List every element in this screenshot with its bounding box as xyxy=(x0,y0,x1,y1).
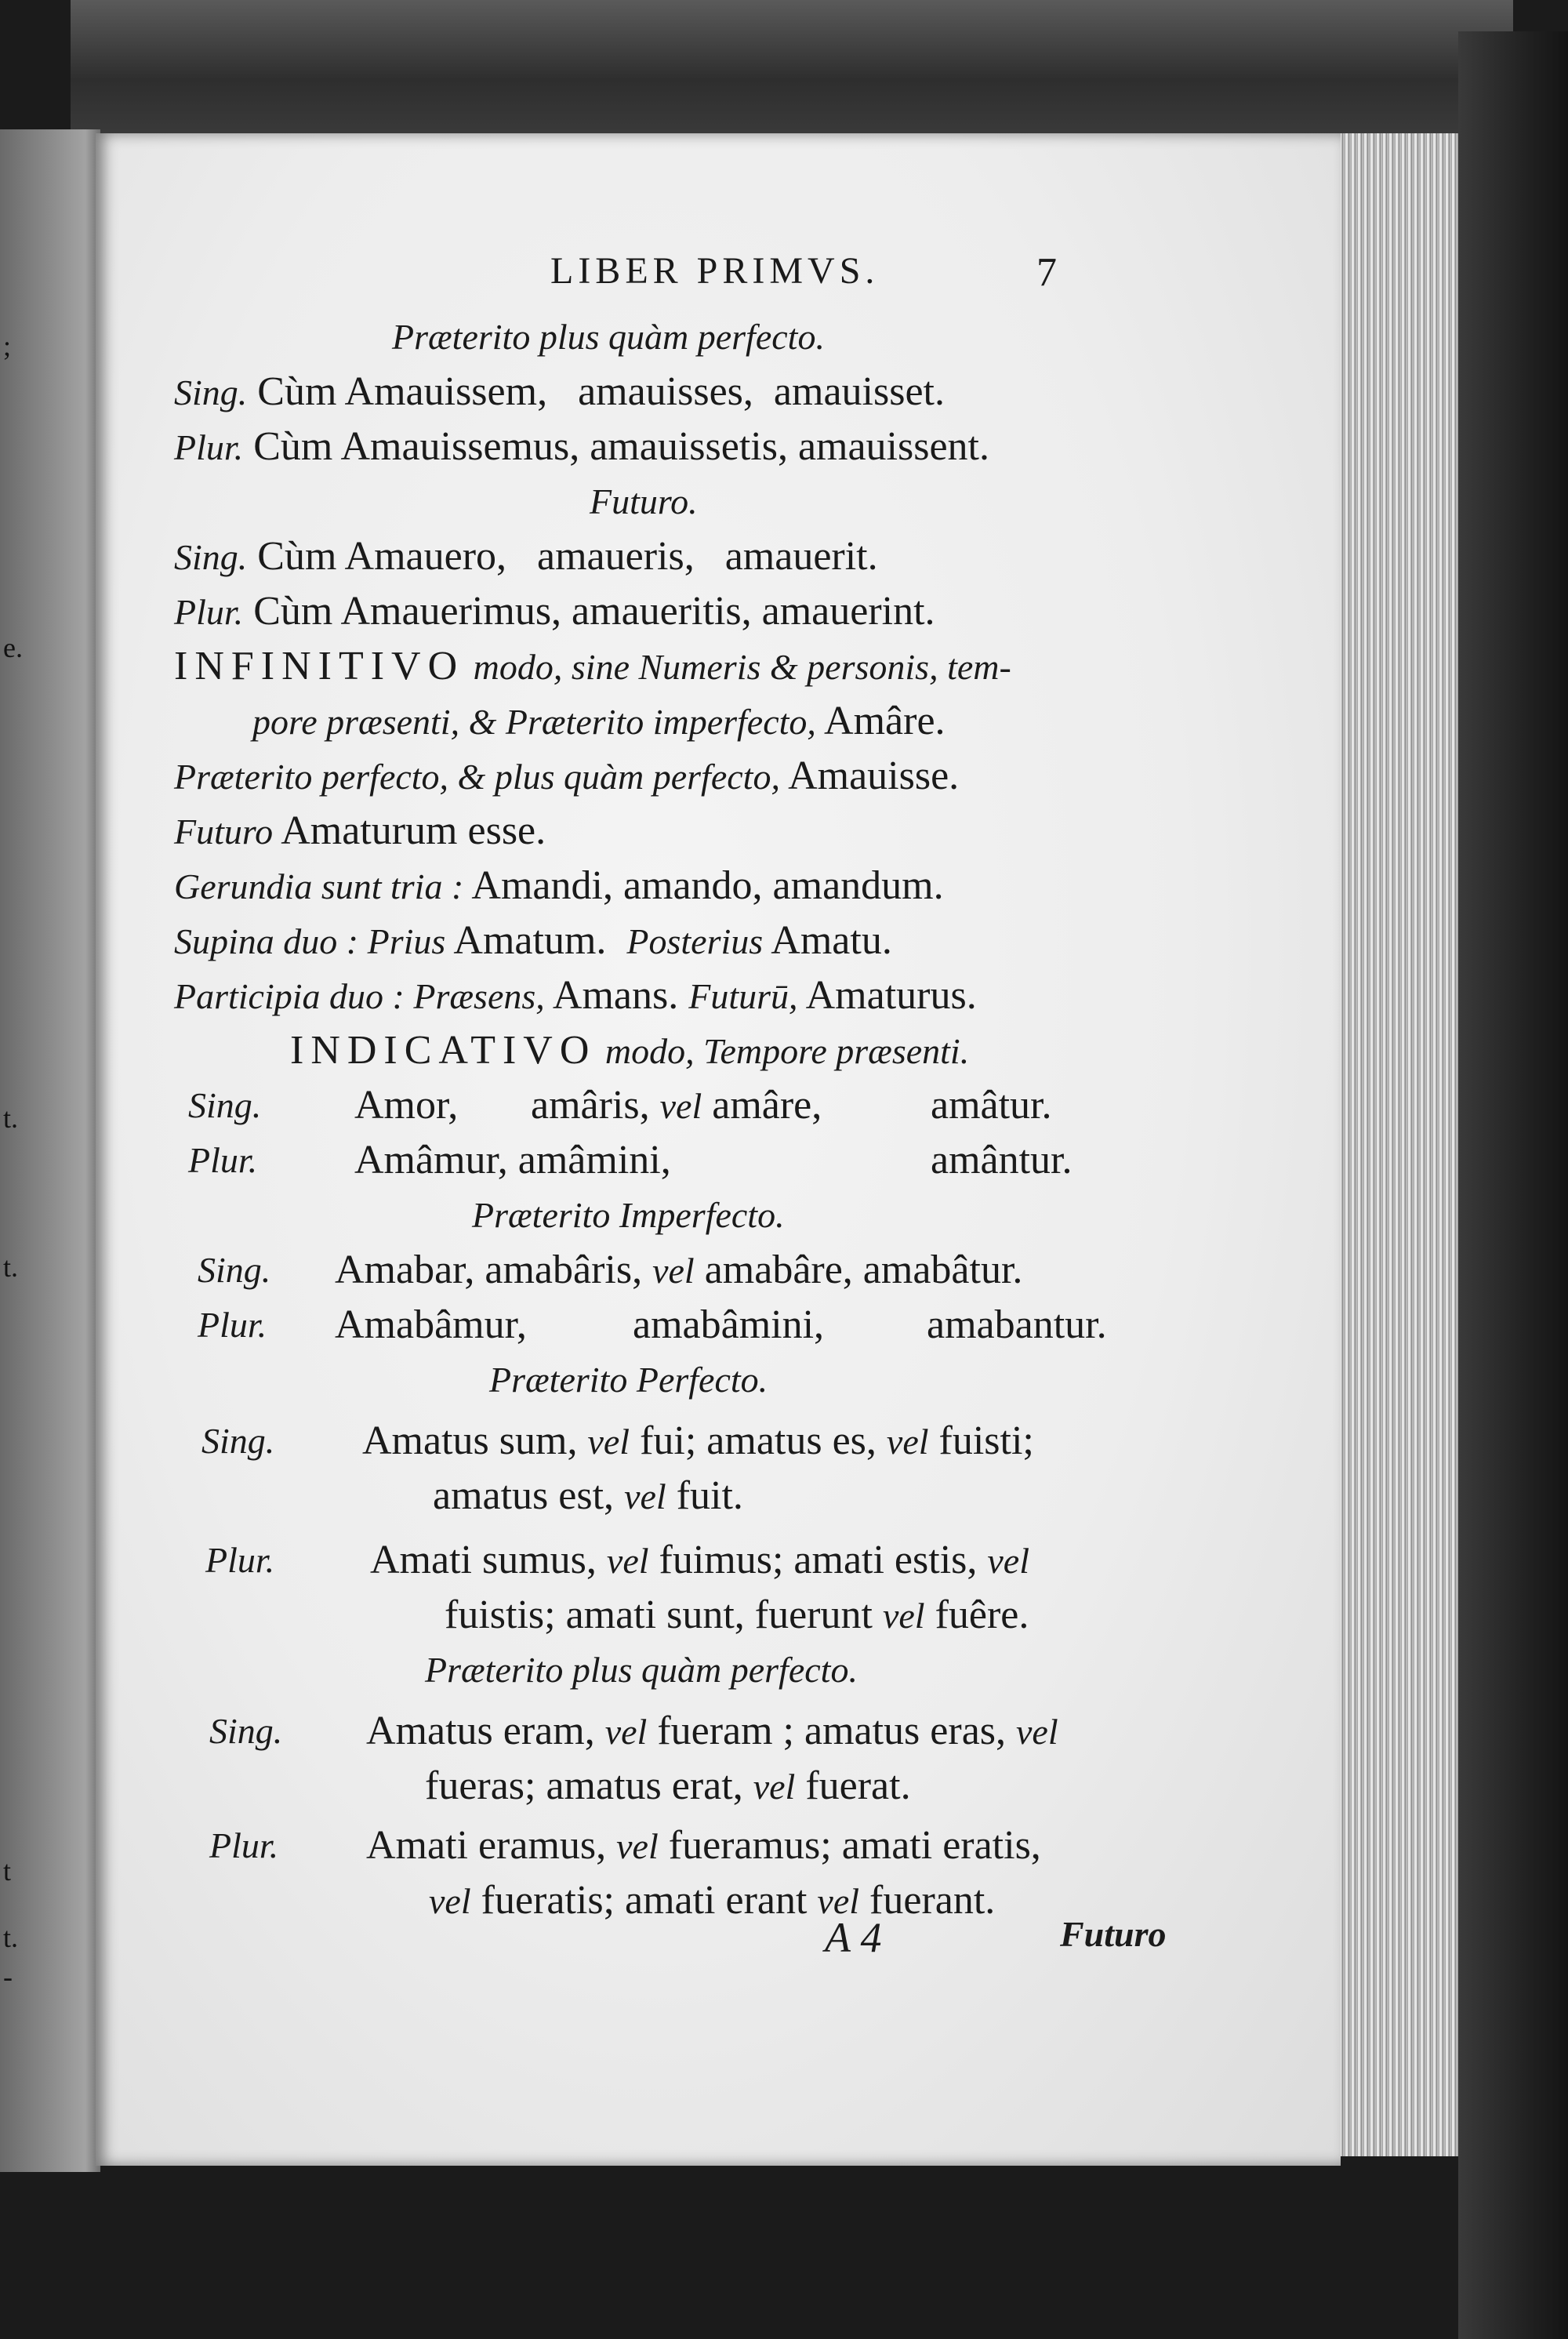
book-spine-top xyxy=(71,0,1513,145)
conjugation-forms: Cùm Amauissemus, amauissetis, amauissent. xyxy=(253,424,990,469)
number-label: Plur. xyxy=(198,1305,267,1345)
number-label: Sing. xyxy=(174,372,248,412)
tense-label: Præterito perfecto, & plus quàm perfecto, xyxy=(174,757,780,797)
margin-fragment: - xyxy=(3,1961,13,1992)
conjugation-row xyxy=(96,1245,1341,1295)
infinitive-intro: modo, sine Numeris & personis, tem- xyxy=(464,647,1011,687)
conjugation-forms: Cùm Amauerimus, amaueritis, amauerint. xyxy=(253,589,935,634)
margin-fragment: e. xyxy=(3,632,23,663)
infinitive-form: Amaturum esse. xyxy=(273,808,546,853)
number-label: Plur. xyxy=(205,1540,275,1580)
supine-line xyxy=(174,916,892,967)
infinitive-line xyxy=(174,806,546,857)
conjugation-row xyxy=(174,422,989,473)
book-cover xyxy=(1458,31,1568,2339)
margin-fragment: t. xyxy=(3,1251,19,1283)
conjugation-row xyxy=(174,587,935,637)
conjugation-forms: Amatus eram, vel fueram ; amatus eras, vel xyxy=(366,1709,1058,1753)
supine-form: Amatum. xyxy=(445,918,627,963)
participle-label: Futurū, xyxy=(688,976,798,1016)
supine-label: Posterius xyxy=(626,921,764,961)
conjugation-row xyxy=(174,367,945,418)
conjugation-forms: amatus est, vel fuit. xyxy=(433,1473,743,1518)
section-heading xyxy=(290,1026,969,1077)
signature-mark: A 4 xyxy=(825,1914,882,1961)
book-page xyxy=(96,133,1341,2166)
form-1st-person: Amor, xyxy=(354,1083,459,1128)
infinitive-cont: pore præsenti, & Præterito imperfecto, xyxy=(252,702,816,742)
catchword: Futuro xyxy=(1060,1914,1167,1954)
margin-fragment: t. xyxy=(3,1922,19,1953)
page-block-edges xyxy=(1333,133,1458,2156)
number-label: Sing. xyxy=(198,1250,271,1290)
number-label: Plur. xyxy=(174,427,244,467)
form-3rd-person: amabantur. xyxy=(927,1302,1107,1347)
conjugation-forms: Amati sumus, vel fuimus; amati estis, vel xyxy=(370,1538,1029,1582)
number-label: Sing. xyxy=(209,1711,283,1751)
page-footer xyxy=(96,1913,1341,1976)
section-heading: Præterito plus quàm perfecto. xyxy=(425,1650,858,1690)
form-1st-person: Amabâmur, xyxy=(335,1302,527,1347)
margin-fragment: t. xyxy=(3,1102,19,1134)
margin-fragment: t xyxy=(3,1855,12,1887)
conjugation-row xyxy=(96,1135,1341,1186)
supine-form: Amatu. xyxy=(763,918,892,963)
page-header xyxy=(456,249,1162,304)
conjugation-row xyxy=(96,1706,1341,1756)
conjugation-forms: fuistis; amati sunt, fuerunt vel fuêre. xyxy=(445,1593,1029,1637)
section-heading: Præterito Perfecto. xyxy=(489,1360,768,1400)
margin-fragment: ; xyxy=(3,330,12,361)
infinitive-form: Amauisse. xyxy=(779,754,960,798)
tense-label: Futuro xyxy=(174,812,274,852)
number-label: Plur. xyxy=(188,1140,258,1180)
conjugation-forms: Amabar, amabâris, vel amabâre, amabâtur. xyxy=(335,1248,1023,1292)
mood-heading: modo, Tempore præsenti. xyxy=(596,1031,970,1071)
infinitive-line xyxy=(174,641,1011,692)
number-label: Plur. xyxy=(209,1825,279,1865)
number-label: Sing. xyxy=(201,1421,275,1461)
gerund-forms: Amandi, amando, amandum. xyxy=(463,863,944,908)
mood-caps: INFINITIVO xyxy=(174,644,465,688)
conjugation-forms: Cùm Amauero, amaueris, amauerit. xyxy=(257,534,878,579)
participle-form: Amans. xyxy=(544,973,689,1018)
conjugation-row xyxy=(96,1081,1341,1131)
number-label: Sing. xyxy=(174,537,248,577)
running-title: LIBER PRIMVS. xyxy=(550,250,880,292)
conjugation-row xyxy=(174,532,878,583)
gerund-line xyxy=(174,861,944,912)
section-heading: Præterito plus quàm perfecto. xyxy=(392,317,825,357)
number-label: Sing. xyxy=(188,1085,262,1125)
number-label: Plur. xyxy=(174,592,244,632)
left-page-edge xyxy=(0,129,100,2172)
participle-label: Participia duo : Præsens, xyxy=(174,976,545,1016)
participle-form: Amaturus. xyxy=(797,973,977,1018)
form-2nd-person: amâris, vel amâre, xyxy=(531,1083,822,1128)
participle-line xyxy=(174,971,977,1022)
conjugation-forms: Cùm Amauissem, amauisses, amauisset. xyxy=(257,369,945,414)
form-3rd-person: amântur. xyxy=(931,1138,1073,1182)
section-heading: Futuro. xyxy=(590,481,698,521)
infinitive-form: Amâre. xyxy=(815,699,946,743)
conjugation-row xyxy=(96,1416,1341,1466)
form-1st-2nd-person: Amâmur, amâmini, xyxy=(354,1138,671,1182)
gerund-label: Gerundia sunt tria : xyxy=(174,866,464,906)
form-2nd-person: amabâmini, xyxy=(633,1302,825,1347)
conjugation-forms: fueras; amatus erat, vel fuerat. xyxy=(425,1763,911,1808)
page-number: 7 xyxy=(1036,250,1057,295)
conjugation-row xyxy=(96,1535,1341,1585)
conjugation-row xyxy=(96,1300,1341,1350)
conjugation-forms: vel fueratis; amati erant vel fuerant. xyxy=(429,1878,996,1923)
conjugation-row xyxy=(96,1821,1341,1871)
conjugation-forms: Amatus sum, vel fui; amatus es, vel fuisti; xyxy=(362,1418,1034,1463)
section-heading: Præterito Imperfecto. xyxy=(472,1195,785,1235)
mood-caps: INDICATIVO xyxy=(290,1028,597,1073)
conjugation-forms: Amati eramus, vel fueramus; amati eratis, xyxy=(366,1823,1041,1868)
form-3rd-person: amâtur. xyxy=(931,1083,1052,1128)
supine-label: Supina duo : Prius xyxy=(174,921,446,961)
infinitive-line xyxy=(252,696,946,747)
infinitive-line xyxy=(174,751,959,802)
